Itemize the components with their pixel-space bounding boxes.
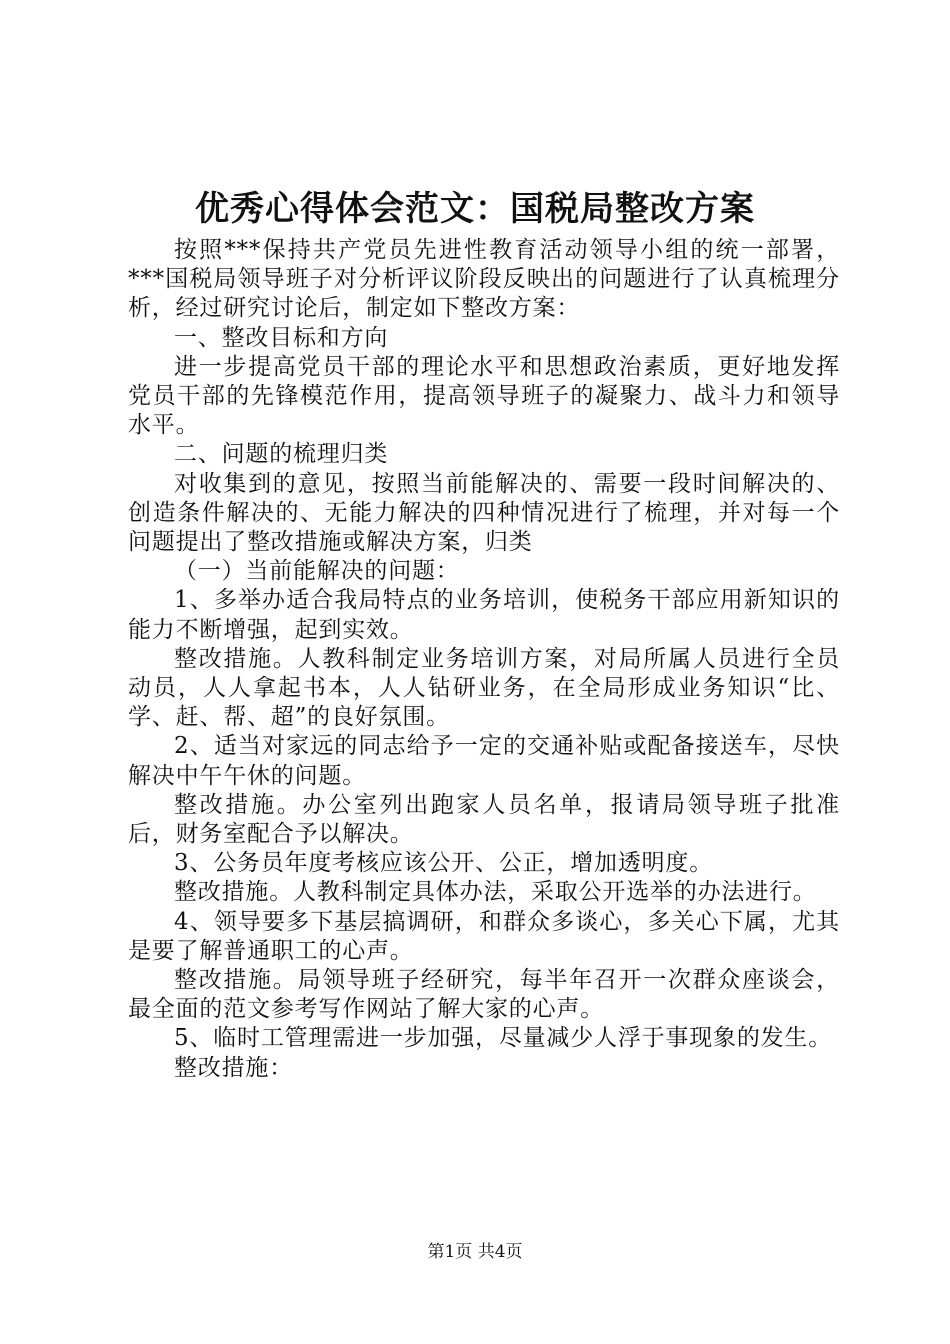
section-heading-goals: 一、整改目标和方向 (174, 324, 389, 351)
measure-1: 整改措施。人教科制定业务培训方案，对局所属人员进行全员动员，人人拿起书本，人人钻研业务，在全局形成业务知识“比、学、赶、帮、超”的良好氛围。 (128, 645, 840, 731)
paragraph-intro: 按照***保持共产党员先进性教育活动领导小组的统一部署，***国税局领导班子对分析评议阶段反映出的问题进行了认真梳理分析，经过研究讨论后，制定如下整改方案： (128, 237, 840, 322)
issue-3: 3、公务员年度考核应该公开、公正，增加透明度。 (174, 850, 714, 877)
page-footer: 第1页 共4页 (427, 1242, 523, 1262)
document-body (128, 236, 840, 1083)
issue-5: 5、临时工管理需进一步加强，尽量减少人浮于事现象的发生。 (174, 1025, 833, 1052)
measure-2: 整改措施。办公室列出跑家人员名单，报请局领导班子批准后，财务室配合予以解决。 (128, 791, 840, 848)
issue-4: 4、领导要多下基层搞调研，和群众多谈心，多关心下属，尤其是要了解普通职工的心声。 (128, 908, 840, 964)
paragraph-classification: 对收集到的意见，按照当前能解决的、需要一段时间解决的、创造条件解决的、无能力解决的四种情况进行了梳理，并对每一个问题提出了整改措施或解决方案，归类 (128, 470, 840, 556)
section-heading-classification: 二、问题的梳理归类 (174, 441, 389, 468)
issue-2: 2、适当对家远的同志给予一定的交通补贴或配备接送车，尽快解决中午午休的问题。 (128, 733, 840, 789)
measure-3: 整改措施。人教科制定具体办法，采取公开选举的办法进行。 (174, 879, 817, 906)
document-title: 优秀心得体会范文：国税局整改方案 (195, 189, 755, 229)
subsection-heading-current: （一）当前能解决的问题： (174, 558, 460, 585)
measure-4: 整改措施。局领导班子经研究，每半年召开一次群众座谈会，最全面的范文参考写作网站了解大家的心声。 (128, 967, 840, 1023)
measure-5: 整改措施： (174, 1054, 293, 1081)
paragraph-goals: 进一步提高党员干部的理论水平和思想政治素质，更好地发挥党员干部的先锋模范作用，提高领导班子的凝聚力、战斗力和领导水平。 (128, 353, 840, 439)
issue-1: 1、多举办适合我局特点的业务培训，使税务干部应用新知识的能力不断增强，起到实效。 (128, 587, 840, 643)
